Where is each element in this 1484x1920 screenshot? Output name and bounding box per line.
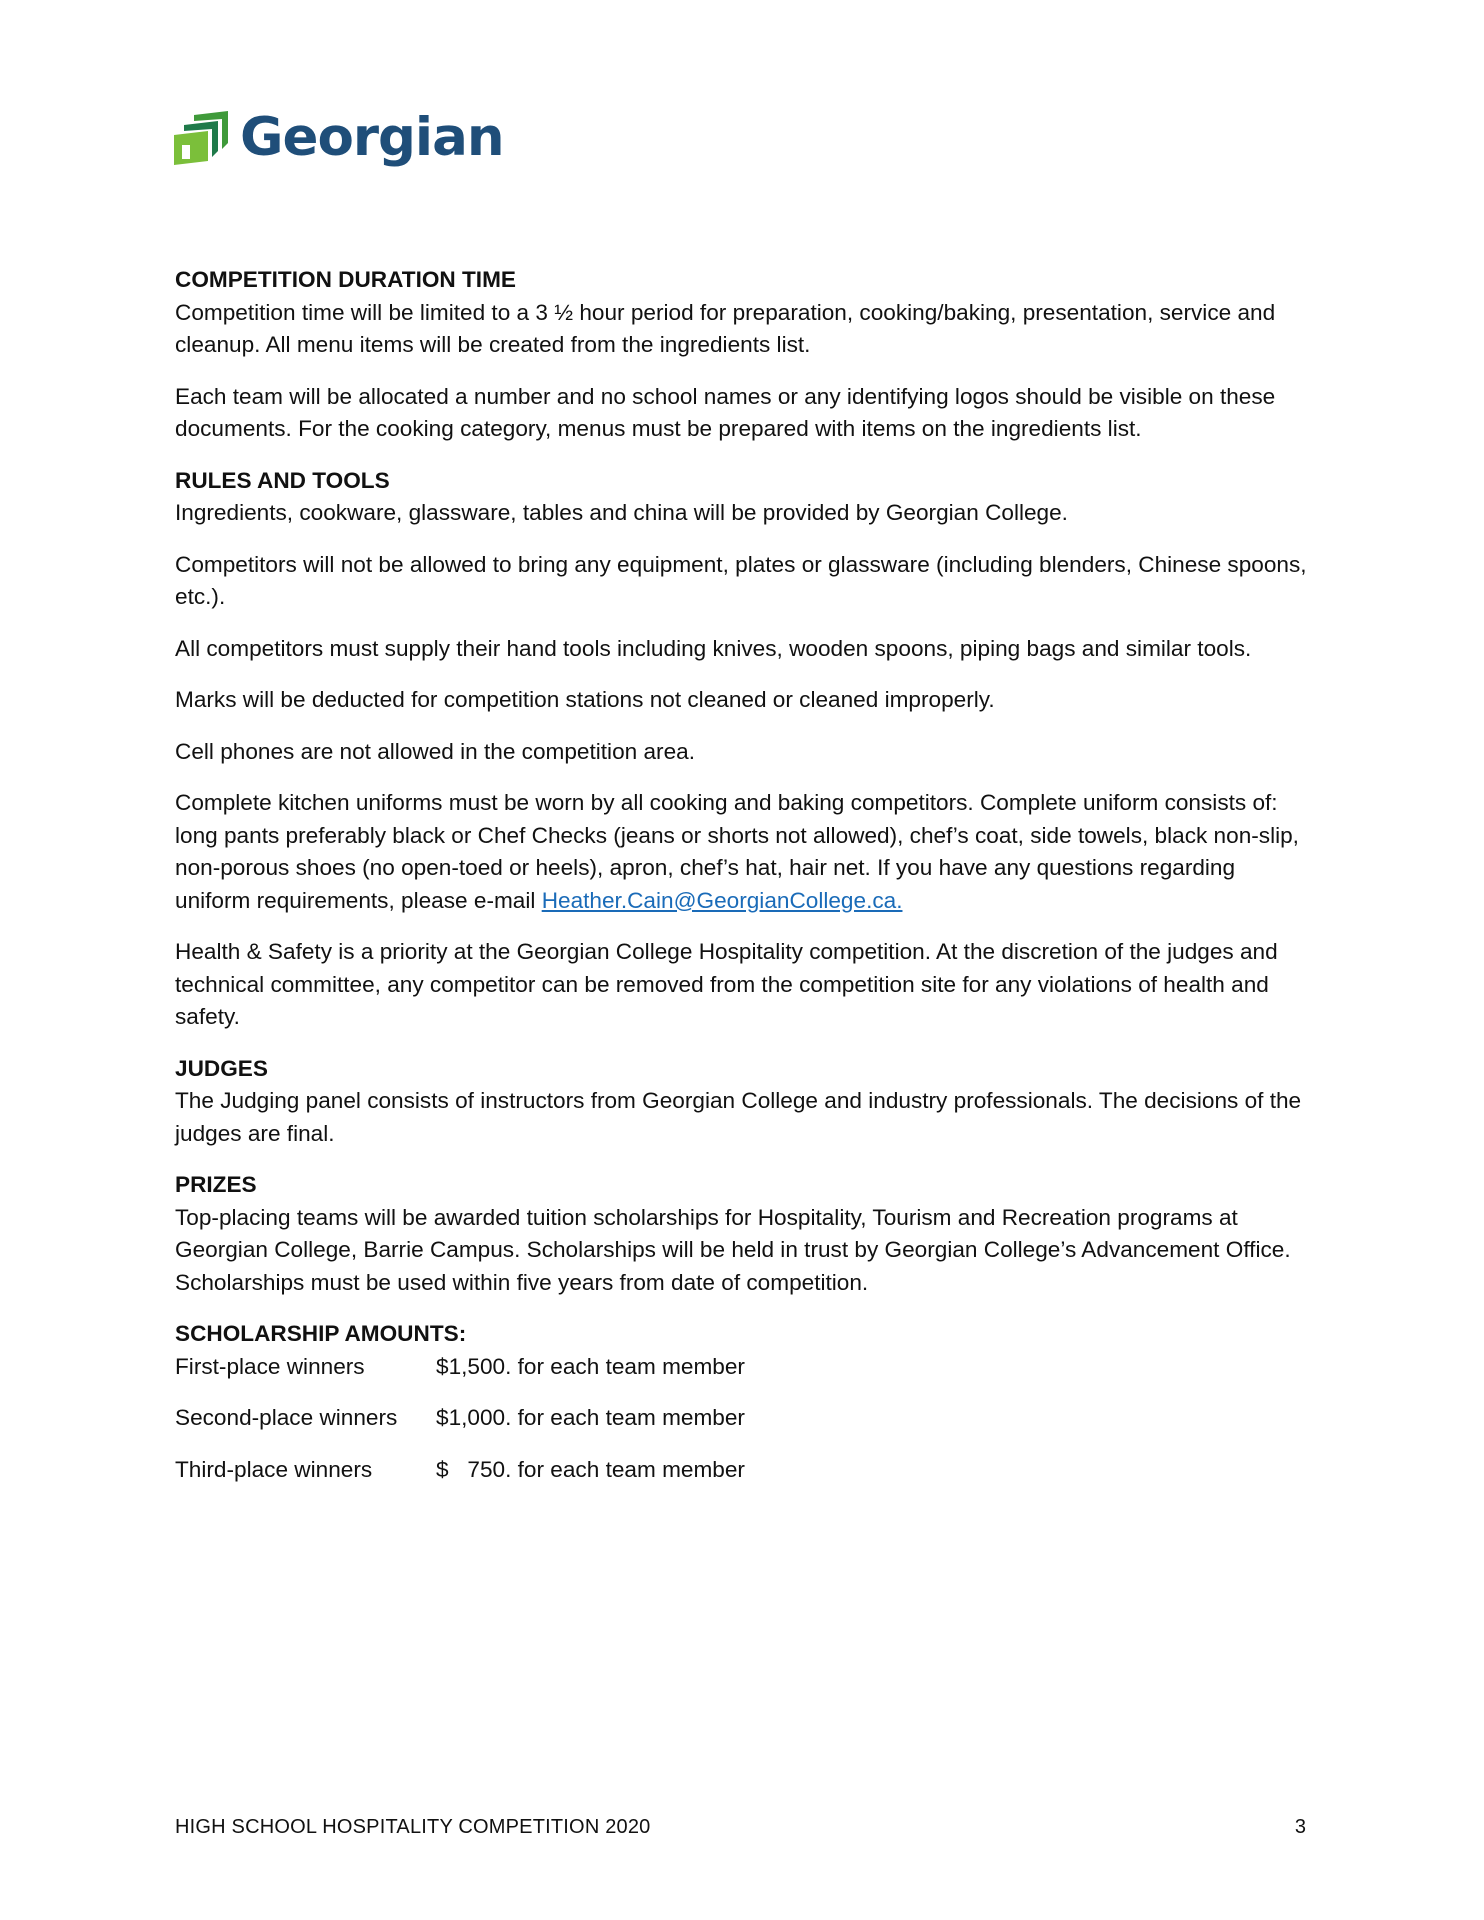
judges-heading: JUDGES bbox=[175, 1055, 268, 1081]
email-link[interactable]: Heather.Cain@GeorgianCollege.ca. bbox=[541, 887, 903, 913]
prizes-heading: PRIZES bbox=[175, 1172, 257, 1197]
scholarship-table bbox=[175, 1351, 745, 1506]
prizes-paragraph: Top-placing teams will be awarded tuition scholarships for Hospitality, Tourism and Recreation programs at Georgian College, Barrie Campus. Scholarships will be held in trust by Georgian College’s Advancement Office. Scholarships must be used within five years from date of competition. bbox=[175, 1204, 1291, 1295]
rules-paragraph-5: Cell phones are not allowed in the competition area. bbox=[175, 738, 695, 764]
georgian-logo-icon bbox=[172, 109, 232, 169]
scholarship-amount: $ 750. for each team member bbox=[436, 1456, 745, 1482]
rules-paragraph-3: All competitors must supply their hand tools including knives, wooden spoons, piping bags and similar tools. bbox=[175, 635, 1252, 661]
judges-paragraph: The Judging panel consists of instructors from Georgian College and industry professionals. The decisions of the judges are final. bbox=[175, 1088, 1302, 1146]
uniform-paragraph bbox=[175, 787, 1315, 917]
scholarship-amount: $1,500. for each team member bbox=[436, 1353, 745, 1379]
scholarship-heading: SCHOLARSHIP AMOUNTS: bbox=[175, 1321, 467, 1346]
rules-paragraph-4: Marks will be deducted for competition stations not cleaned or cleaned improperly. bbox=[175, 687, 995, 712]
health-safety-paragraph: Health & Safety is a priority at the Georgian College Hospitality competition. At the discretion of the judges and technical committee, any competitor can be removed from the competition site for any violations of health and safety. bbox=[175, 939, 1278, 1029]
rules-paragraph-1: Ingredients, cookware, glassware, tables and china will be provided by Georgian College. bbox=[175, 500, 1068, 525]
document-body bbox=[175, 264, 1315, 1505]
scholarship-amount: $1,000. for each team member bbox=[436, 1405, 745, 1430]
duration-paragraph-2: Each team will be allocated a number and no school names or any identifying logos should be visible on these documents. For the cooking category, menus must be prepared with items on the ingredients list. bbox=[175, 383, 1276, 441]
footer-title: HIGH SCHOOL HOSPITALITY COMPETITION 2020 bbox=[175, 1816, 651, 1838]
page-number: 3 bbox=[1294, 1816, 1306, 1838]
scholarship-place: First-place winners bbox=[175, 1353, 365, 1379]
scholarship-row bbox=[175, 1351, 745, 1403]
georgian-logo bbox=[172, 104, 504, 174]
rules-heading: RULES AND TOOLS bbox=[175, 467, 390, 493]
scholarship-row bbox=[175, 1402, 745, 1454]
duration-heading: COMPETITION DURATION TIME bbox=[175, 267, 516, 292]
scholarship-row bbox=[175, 1454, 745, 1506]
scholarship-place: Third-place winners bbox=[175, 1456, 373, 1482]
logo-wordmark: Georgian bbox=[240, 106, 504, 168]
rules-paragraph-2: Competitors will not be allowed to bring any equipment, plates or glassware (including blenders, Chinese spoons, etc.). bbox=[175, 551, 1307, 609]
scholarship-place: Second-place winners bbox=[175, 1405, 398, 1430]
duration-paragraph-1: Competition time will be limited to a 3 ½ hour period for preparation, cooking/baking, presentation, service and cleanup. All menu items will be created from the ingredients list. bbox=[175, 299, 1276, 357]
uniform-text: Complete kitchen uniforms must be worn by all cooking and baking competitors. Complete uniform consists of: long pants preferably black or Chef Checks (jeans or shorts not allowed), chef’s coat, side towels, black non-slip, non-porous shoes (no open-toed or heels), apron, chef’s hat, hair net. If you have any questions regarding uniform requirements, please e-mail bbox=[175, 790, 1299, 913]
